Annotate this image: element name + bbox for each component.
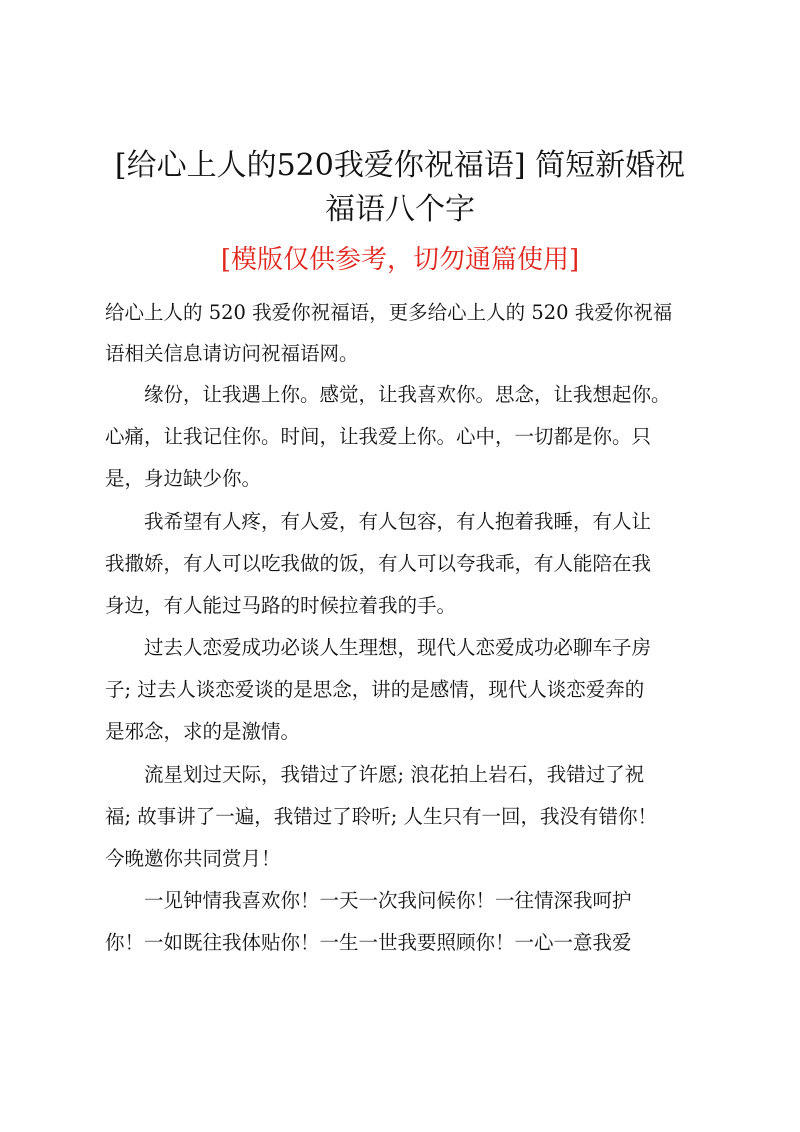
body-line: 是，身边缺少你。 — [105, 467, 262, 490]
body-line: 身边，有人能过马路的时候拉着我的手。 — [105, 594, 457, 617]
body-line: 子; 过去人谈恋爱谈的是思念，讲的是感情，现代人谈恋爱奔的 — [105, 678, 645, 701]
body-line: 是邪念，求的是激情。 — [105, 720, 301, 743]
body-line: 过去人恋爱成功必谈人生理想，现代人恋爱成功必聊车子房 — [105, 636, 652, 659]
body-line: 福; 故事讲了一遍，我错过了聆听; 人生只有一回，我没有错你！ — [105, 805, 658, 828]
template-notice: [模版仅供参考，切勿通篇使用] — [220, 245, 580, 275]
body-line: 语相关信息请访问祝福语网。 — [105, 342, 359, 365]
document-title-line-2: 福语八个字 — [325, 192, 475, 227]
body-line: 缘份，让我遇上你。感觉，让我喜欢你。思念，让我想起你。 — [105, 383, 671, 406]
body-line: 心痛，让我记住你。时间，让我爱上你。心中，一切都是你。只 — [105, 425, 652, 448]
body-line: 一见钟情我喜欢你！一天一次我问候你！一往情深我呵护 — [105, 889, 632, 912]
body-line: 给心上人的 520 我爱你祝福语，更多给心上人的 520 我爱你祝福 — [105, 301, 673, 324]
body-line: 你！一如既往我体贴你！一生一世我要照顾你！一心一意我爱 — [105, 931, 632, 954]
body-line: 今晚邀你共同赏月！ — [105, 847, 281, 870]
document-title-line-1: [给心上人的520我爱你祝福语] 简短新婚祝 — [114, 148, 686, 183]
body-line: 流星划过天际，我错过了许愿; 浪花拍上岩石，我错过了祝 — [105, 763, 645, 786]
body-line: 我撒娇，有人可以吃我做的饭，有人可以夸我乖，有人能陪在我 — [105, 552, 652, 575]
body-line: 我希望有人疼，有人爱，有人包容，有人抱着我睡，有人让 — [105, 510, 652, 533]
